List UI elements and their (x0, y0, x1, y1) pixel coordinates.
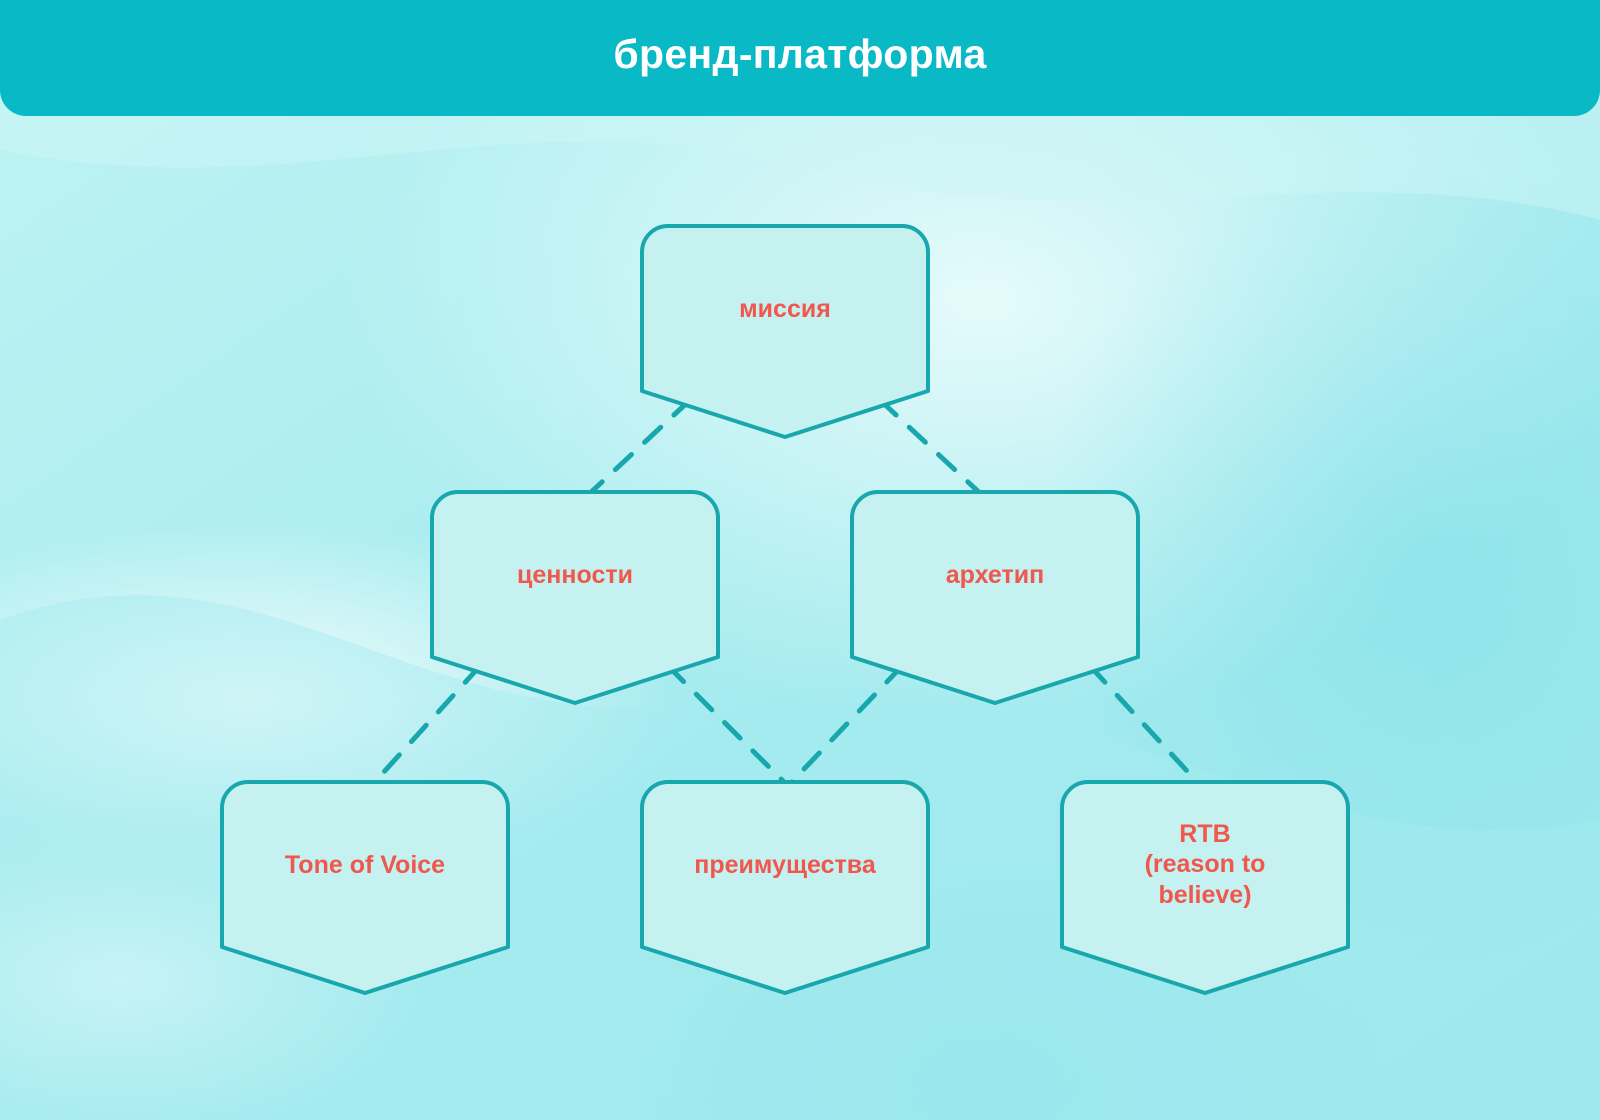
node-tone-of-voice-label: Tone of Voice (284, 850, 446, 879)
node-values-label: ценности (517, 560, 633, 589)
header-bar (0, 0, 1600, 116)
node-mission[interactable] (642, 226, 928, 391)
node-rtb-line3: believe) (1158, 880, 1252, 909)
node-archetype[interactable] (852, 492, 1138, 657)
node-rtb-line2: (reason to (1144, 850, 1266, 879)
node-tone-of-voice[interactable] (222, 782, 508, 947)
node-benefits-label: преимущества (694, 850, 876, 879)
node-archetype-label: архетип (945, 560, 1045, 589)
node-benefits[interactable] (642, 782, 928, 947)
node-mission-label: миссия (739, 294, 831, 323)
page-title: бренд-платформа (613, 30, 987, 77)
node-rtb[interactable] (1062, 782, 1348, 947)
node-values[interactable] (432, 492, 718, 657)
node-rtb-line1: RTB (1179, 819, 1231, 848)
node-rtb-label (1145, 819, 1266, 911)
